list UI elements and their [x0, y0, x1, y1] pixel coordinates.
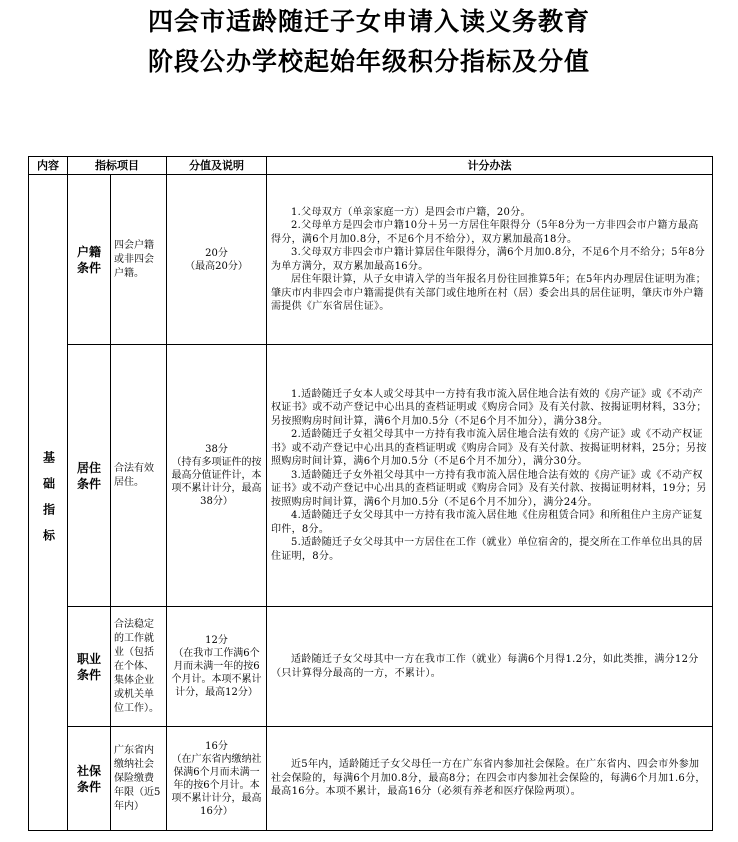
method-paragraph: 4.适龄随迁子女父母其中一方持有我市流入居住地《住房租赁合同》和所租住户主房产证复印件，8分。 — [271, 510, 703, 535]
description-text: 四会户籍或非四会户籍。 — [114, 239, 154, 279]
category-label: 社保条件 — [76, 763, 101, 794]
table-row — [29, 727, 713, 831]
method-paragraph: 近5年内，适龄随迁子女父母任一方在广东省内参加社会保险。在广东省内、四会市外参加社会保险的，每满6个月加0.8分，最高8分；在四会市内参加社会保险的，每满6个月加1.6分，最高16分。本项不累计，最高16分（必须有养老和医疗保险两项）。 — [271, 759, 706, 798]
table-row — [29, 345, 713, 607]
method-paragraph: 1.父母双方（单亲家庭一方）是四会市户籍，20分。 — [291, 206, 531, 218]
score-text: 20分 （最高20分） — [185, 247, 248, 272]
method-paragraph: 3.父母双方非四会市户籍计算居住年限得分，满6个月加0.8分，不足6个月不给分；5年8分为单方满分，双方累加最高16分。 — [271, 247, 706, 272]
score-text: 38分 （持有多项证件的按最高分值证件计，本项不累计计分，最高38分） — [171, 444, 262, 507]
method-paragraph: 3.适龄随迁子女外祖父母其中一方持有我市流入居住地合法有效的《房产证》或《不动产权证书》或不动产登记中心出具的查档证明或《购房合同》及有关付款、按揭证明材料，19分；另按照购房时间计算，满6个月加0.5分（不足6个月不加分），满分24分。 — [271, 469, 707, 508]
description-text: 合法有效居住。 — [114, 462, 154, 488]
section-label: 基础指标 — [41, 450, 56, 555]
method-cell — [267, 345, 713, 607]
description-cell — [111, 607, 167, 727]
description-text: 广东省内缴纳社会保险缴费年限（近5年内） — [114, 744, 161, 812]
score-text: 12分 （在我市工作满6个月而未满一年的按6个月计。本项不累计计分，最高12分） — [171, 635, 262, 698]
score-cell — [167, 345, 267, 607]
score-text: 16分 （在广东省内缴纳社保满6个月而未满一年的按6个月计。本项不累计计分，最高16分） — [171, 740, 262, 817]
table-header-row — [29, 157, 713, 175]
document-title-line-2: 阶段公办学校起始年级积分指标及分值 — [147, 47, 590, 76]
category-cell — [68, 727, 111, 831]
table-row — [29, 607, 713, 727]
category-label: 职业条件 — [76, 651, 101, 682]
category-label: 居住条件 — [76, 460, 101, 491]
header-score: 分值及说明 — [167, 157, 267, 175]
method-paragraph: 2.适龄随迁子女祖父母其中一方持有我市流入居住地合法有效的《房产证》或《不动产权证书》或不动产登记中心出具的查档证明或《购房合同》及有关付款、按揭证明材料，25分；另按照购房时间计算，满6个月加0.5分（不足6个月不加分），满分30分。 — [271, 429, 707, 468]
method-paragraph: 1.适龄随迁子女本人或父母其中一方持有我市流入居住地合法有效的《房产证》或《不动产权证书》或不动产登记中心出具的查档证明或《购房合同》及有关付款、按揭证明材料，33分；另按照购房时间计算，满6个月加0.5分（不足6个月不加分），满分38分。 — [271, 388, 707, 427]
score-cell — [167, 727, 267, 831]
table-row — [29, 175, 713, 345]
method-paragraph: 5.适龄随迁子女父母其中一方居住在工作（就业）单位宿舍的，提交所在工作单位出具的居住证明，8分。 — [271, 537, 703, 562]
description-cell — [111, 727, 167, 831]
method-cell — [267, 175, 713, 345]
section-cell — [29, 175, 68, 831]
category-cell — [68, 345, 111, 607]
score-cell — [167, 607, 267, 727]
header-indicator: 指标项目 — [68, 157, 167, 175]
category-cell — [68, 607, 111, 727]
description-cell — [111, 175, 167, 345]
method-paragraph: 适龄随迁子女父母其中一方在我市工作（就业）每满6个月得1.2分，如此类推，满分12分（只计算得分最高的一方，不累计）。 — [271, 654, 699, 679]
category-cell — [68, 175, 111, 345]
category-label: 户籍条件 — [76, 244, 101, 275]
method-paragraph: 2.父母单方是四会市户籍10分＋另一方居住年限得分（5年8分为一方非四会市户籍方最高得分，满6个月加0.8分，不足6个月不给分），双方累加最高18分。 — [271, 220, 699, 245]
header-method: 计分办法 — [267, 157, 713, 175]
method-text — [267, 388, 712, 564]
document-title-line-1: 四会市适龄随迁子女申请入读义务教育 — [147, 7, 590, 36]
method-cell — [267, 607, 713, 727]
method-text — [267, 206, 712, 314]
description-text: 合法稳定的工作就业（包括在个体、集体企业或机关单位工作）。 — [114, 618, 159, 714]
method-cell — [267, 727, 713, 831]
method-paragraph: 居住年限计算，从子女申请入学的当年报名月份往回推算5年；在5年内办理居住证明为准；肇庆市内非四会市户籍需提供有关部门或住地所在村（居）委会出具的居住证明，肇庆市外户籍需提供《广东省居住证》。 — [271, 274, 707, 312]
method-text — [267, 758, 712, 799]
indicator-table — [28, 156, 713, 831]
method-text — [267, 653, 712, 680]
description-cell — [111, 345, 167, 607]
header-content: 内容 — [29, 157, 68, 175]
score-cell — [167, 175, 267, 345]
